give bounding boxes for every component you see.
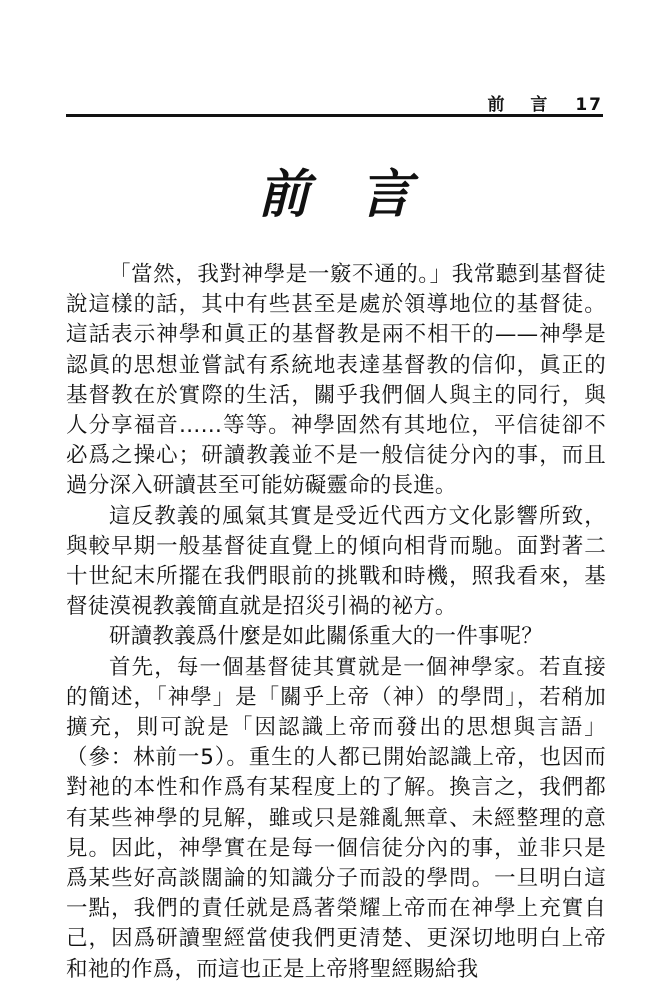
running-head (487, 90, 603, 115)
chapter-title: 前言 (257, 165, 462, 225)
running-head-title: 前 言 (487, 95, 558, 115)
page-number: 17 (575, 95, 603, 115)
paragraph: 這反教義的風氣其實是受近代西方文化影響所致，與較早期一般基督徒直覺上的傾向相背而馳。面對著二十世紀末所擺在我們眼前的挑戰和時機，照我看來，基督徒漠視教義簡直就是招災引禍的袐方。 (66, 503, 606, 620)
paragraph: 「當然，我對神學是一竅不通的。」我常聽到基督徒說這樣的話，其中有些甚至是處於領導地位的基督徒。這話表示神學和眞正的基督教是兩不相干的——神學是認眞的思想並嘗試有系統地表達基督教的信仰，眞正的基督教在於實際的生活，關乎我們個人與主的同行，與人分享福音……等等。神學固然有其地位，平信徒卻不必爲之操心；研讀教義並不是一般信徒分內的事，而且過分深入研讀甚至可能妨礙靈命的長進。 (66, 262, 606, 499)
paragraph: 研讀教義爲什麼是如此關係重大的一件事呢？ (109, 624, 544, 650)
paragraph: 首先，每一個基督徒其實就是一個神學家。若直接的簡述，「神學」是「關乎上帝（神）的學問」，若稍加擴充，則可說是「因認識上帝而發出的思想與言語」（參：林前一5）。重生的人都已開始認識上帝，也因而對祂的本性和作爲有某程度上的了解。換言之，我們都有某些神學的見解，雖或只是雜亂無章、未經整理的意見。因此，神學實在是每一個信徒分內的事，並非只是爲某些好高談闊論的知識分子而設的學問。一旦明白這一點，我們的責任就是爲著榮耀上帝而在神學上充實自己，因爲研讀聖經當使我們更清楚、更深切地明白上帝和祂的作爲，而這也正是上帝將聖經賜給我 (66, 654, 606, 982)
header-rule (66, 114, 603, 117)
body-text (66, 260, 606, 985)
